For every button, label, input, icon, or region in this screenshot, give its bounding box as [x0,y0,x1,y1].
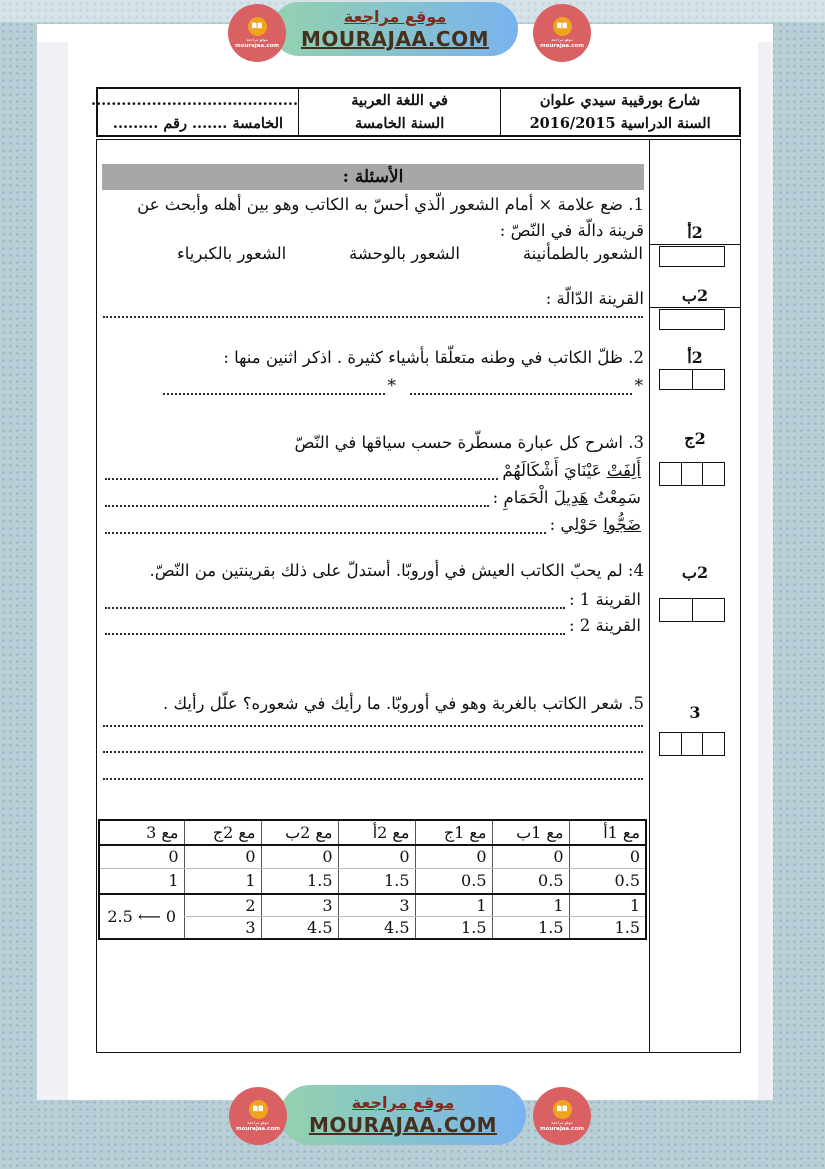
student-name-line: ......................................... [91,91,298,109]
score-cell: 0 [569,845,646,868]
badge-arabic-text: موقع مراجعة [247,1119,269,1125]
site-banner-top[interactable] [272,2,518,56]
q2-answer-lines [103,378,643,395]
q1-option-serenity: الشعور بالطمأنينة [522,244,643,263]
score-col-header: مع 2أ [338,820,415,845]
question-1-options [105,244,643,263]
student-number-line: الخامسة ....... رقم ......... [112,115,284,132]
site-logo-badge [533,1087,591,1145]
question-3: 3. اشرح كل عبارة مسطّرة حسب سياقها في النّصّ [294,433,644,452]
exam-page [68,42,758,1100]
exam-header-table [91,87,741,137]
mark-label-2c: 2ج [684,429,706,448]
score-cell: 0.5 [492,868,569,894]
q3-item-2 [105,488,641,507]
score-cell: 1 [415,894,492,917]
question-1: 1. ضع علامة × أمام الشعور الّذي أحسّ به الكاتب وهو بين أهله وأبحث عن قرينة دالّة في النّصّ : [137,195,644,240]
q4-clue-2-label: القرينة 2 : [568,616,641,635]
badge-domain-text: mourajaa.com [539,1125,585,1132]
mark-box [659,462,725,486]
score-row [99,894,646,917]
dotted-fill [163,380,385,395]
score-cell: 1.5 [415,917,492,940]
score-cell: 0 [492,845,569,868]
score-col-header: مع 1ب [492,820,569,845]
underlined-word: ضَجُّوا [603,515,641,534]
question-5: 5. شعر الكاتب بالغربة وهو في أوروبّا. ما رأيك في شعوره؟ علّل رأيك . [162,694,644,713]
site-domain-link[interactable]: MOURAJAA.COM [309,1113,497,1137]
score-header-row [99,820,646,845]
score-cell: 0.5 [415,868,492,894]
mark-label-2a: 2أ [687,348,703,367]
q2-answer-2 [163,378,396,395]
score-cell: 4.5 [338,917,415,940]
q5-answer-line-2 [103,737,643,753]
bullet-star: * [387,376,396,396]
question-2: 2. ظلّ الكاتب في وطنه متعلّقا بأشياء كثيرة . اذكر اثنين منها : [223,348,644,367]
q3-item-3-phrase: ضَجُّوا حَوْلِي : [549,515,641,534]
score-row [99,845,646,868]
score-col-header: مع 2ج [184,820,261,845]
q3-item-1-phrase: أَلِفَتْ عَيْنَايَ أَشْكَالَهُمْ [502,461,641,480]
dotted-fill [410,380,632,395]
underlined-word: هَدِيلَ [553,488,589,507]
mark-label-2a: 2أ [650,223,740,245]
q2-answer-1 [410,378,643,395]
school-year: السنة الدراسية 2016/2015 [529,115,711,132]
bullet-star: * [634,376,643,396]
dotted-fill [105,465,498,480]
q4-clue-1-label: القرينة 1 : [568,590,641,609]
subject-title: في اللغة العربية [351,91,448,109]
score-cell: 4.5 [261,917,338,940]
score-cell: 0 [184,845,261,868]
score-cell: 1 [492,894,569,917]
school-address: شارع بورقيبة سيدي علوان [539,91,701,109]
q1-clue-label: القرينة الدّالّة : [545,289,644,308]
header-school-cell [500,89,739,135]
badge-arabic-text: موقع مراجعة [246,36,268,42]
score-col-header: مع 1أ [569,820,646,845]
dotted-fill [105,519,546,534]
underlined-word: أَلِفَتْ [606,461,641,480]
site-logo-badge [229,1087,287,1145]
q1-option-pride: الشعور بالكبرياء [177,244,287,263]
badge-domain-text: mourajaa.com [539,42,585,49]
score-cell: 0 [99,845,184,868]
exam-body-frame [96,139,741,1053]
dotted-fill [105,594,565,609]
questions-area [97,140,649,1052]
mark-box [659,309,725,330]
score-cell: 3 [338,894,415,917]
questions-section-title: الأسئلة : [102,164,644,190]
book-icon [553,17,572,36]
q1-answer-line [103,302,643,318]
score-cell: 1 [99,868,184,894]
score-grid-table [98,819,647,940]
mark-box [659,732,725,756]
score-cell: 1.5 [338,868,415,894]
score-cell: 3 [184,917,261,940]
book-icon [553,1100,572,1119]
q5-answer-line-1 [103,711,643,727]
score-row [99,868,646,894]
mark-label-2b: 2ب [650,286,740,308]
badge-arabic-text: موقع مراجعة [551,1119,573,1125]
grade-level: السنة الخامسة [354,115,445,132]
score-cell: 0 [415,845,492,868]
score-col-header: مع 3 [99,820,184,845]
q1-option-loneliness: الشعور بالوحشة [349,244,461,263]
badge-domain-text: mourajaa.com [235,1125,281,1132]
q3-item-2-phrase: سَمِعْتُ هَدِيلَ الْحَمَامِ : [492,488,641,507]
scoring-margin-column [649,140,740,1052]
dotted-fill [105,620,565,635]
score-cell: 0 [261,845,338,868]
header-subject-cell [298,89,500,135]
book-icon [248,17,267,36]
mark-label-2b: 2ب [681,563,709,582]
mark-box [659,369,725,390]
site-logo-badge [228,4,286,62]
mark-label-3: 3 [689,703,701,722]
score-cell: 0.5 [569,868,646,894]
score-cell: 1.5 [569,917,646,940]
book-icon [249,1100,268,1119]
site-banner-bottom[interactable] [280,1085,526,1145]
score-col-header: مع 1ج [415,820,492,845]
site-name-arabic: موقع مراجعة [343,7,447,26]
site-name-arabic: موقع مراجعة [351,1093,455,1112]
score-cell: 3 [261,894,338,917]
q3-item-3 [105,515,641,534]
badge-arabic-text: موقع مراجعة [551,36,573,42]
dotted-fill [105,492,489,507]
badge-domain-text: mourajaa.com [234,42,280,49]
site-domain-link[interactable]: MOURAJAA.COM [301,27,489,51]
document-sheet [37,24,773,1100]
q5-answer-line-3 [103,764,643,780]
score-cell: 1.5 [261,868,338,894]
score-cell: 1 [184,868,261,894]
mark-box [659,246,725,267]
score-cell: 0 [338,845,415,868]
question-4: 4: لم يحبّ الكاتب العيش في أوروبّا. أستدلّ على ذلك بقرينتين من النّصّ. [149,561,644,580]
score-cell: 2 [184,894,261,917]
q4-clue-1 [105,590,641,609]
mark-box [659,598,725,622]
score-cell: 1 [569,894,646,917]
score-col-header: مع 2ب [261,820,338,845]
score-cell: 1.5 [492,917,569,940]
site-logo-badge [533,4,591,62]
score-range-cell: 2.5 ⟵ 0 [99,894,184,939]
q4-clue-2 [105,616,641,635]
header-name-cell [91,89,298,135]
q3-item-1 [105,461,641,480]
